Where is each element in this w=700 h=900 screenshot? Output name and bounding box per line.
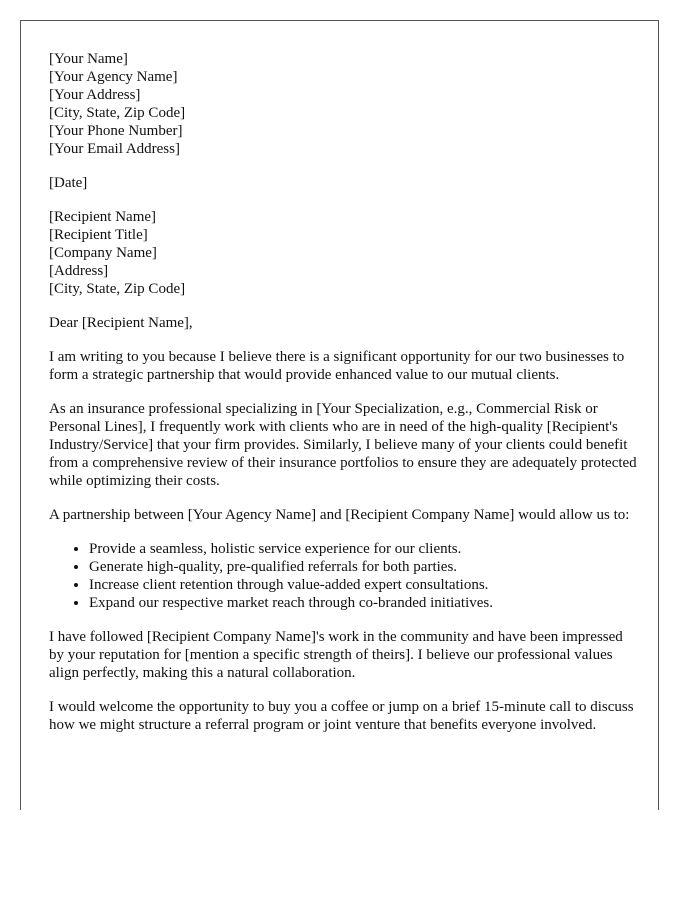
recipient-name: [Recipient Name] [49, 209, 157, 225]
sender-city: [City, State, Zip Code] [49, 105, 186, 121]
sender-agency: [Your Agency Name] [49, 69, 178, 85]
benefit-item: • Increase client retention through value-added expert consultations. [89, 576, 639, 594]
benefits-list [49, 540, 639, 612]
salutation: Dear [Recipient Name], [49, 315, 193, 331]
body-paragraph-2: As an insurance professional specializing in [Your Specialization, e.g., Commercial Risk or Personal Lines], I frequently work with clients who are in need of the high-quality [Recipient's Industry/Service] that your firm provides. Similarly, I believe many of your clients could benefit from a comprehensive review of their insurance portfolios to ensure they are adequately protected while optimizing their costs. [49, 401, 637, 489]
body-paragraph-3: A partnership between [Your Agency Name] and [Recipient Company Name] would allow us to: [49, 507, 630, 523]
recipient-title: [Recipient Title] [49, 227, 148, 243]
letter-page [20, 20, 659, 810]
sender-email: [Your Email Address] [49, 141, 180, 157]
letter-content [49, 50, 639, 750]
benefit-item: • Expand our respective market reach through co-branded initiatives. [89, 594, 639, 612]
recipient-city: [City, State, Zip Code] [49, 281, 186, 297]
recipient-block [49, 208, 639, 298]
date-block [49, 174, 639, 192]
recipient-address: [Address] [49, 263, 109, 279]
sender-address: [Your Address] [49, 87, 141, 103]
letter-date: [Date] [49, 175, 88, 191]
closing-paragraph-1: I have followed [Recipient Company Name]'s work in the community and have been impressed by your reputation for [mention a specific strength of theirs]. I believe our professional values align perfectly, making this a natural collaboration. [49, 629, 623, 681]
sender-phone: [Your Phone Number] [49, 123, 183, 139]
body-paragraph-1: I am writing to you because I believe there is a significant opportunity for our two businesses to form a strategic partnership that would provide enhanced value to our mutual clients. [49, 349, 625, 383]
sender-name: [Your Name] [49, 51, 128, 67]
sender-block [49, 50, 639, 158]
benefit-item: • Generate high-quality, pre-qualified referrals for both parties. [89, 558, 639, 576]
closing-paragraph-2: I would welcome the opportunity to buy you a coffee or jump on a brief 15-minute call to discuss how we might structure a referral program or joint venture that benefits everyone involved. [49, 699, 634, 733]
recipient-company: [Company Name] [49, 245, 157, 261]
benefit-item: • Provide a seamless, holistic service experience for our clients. [89, 540, 639, 558]
